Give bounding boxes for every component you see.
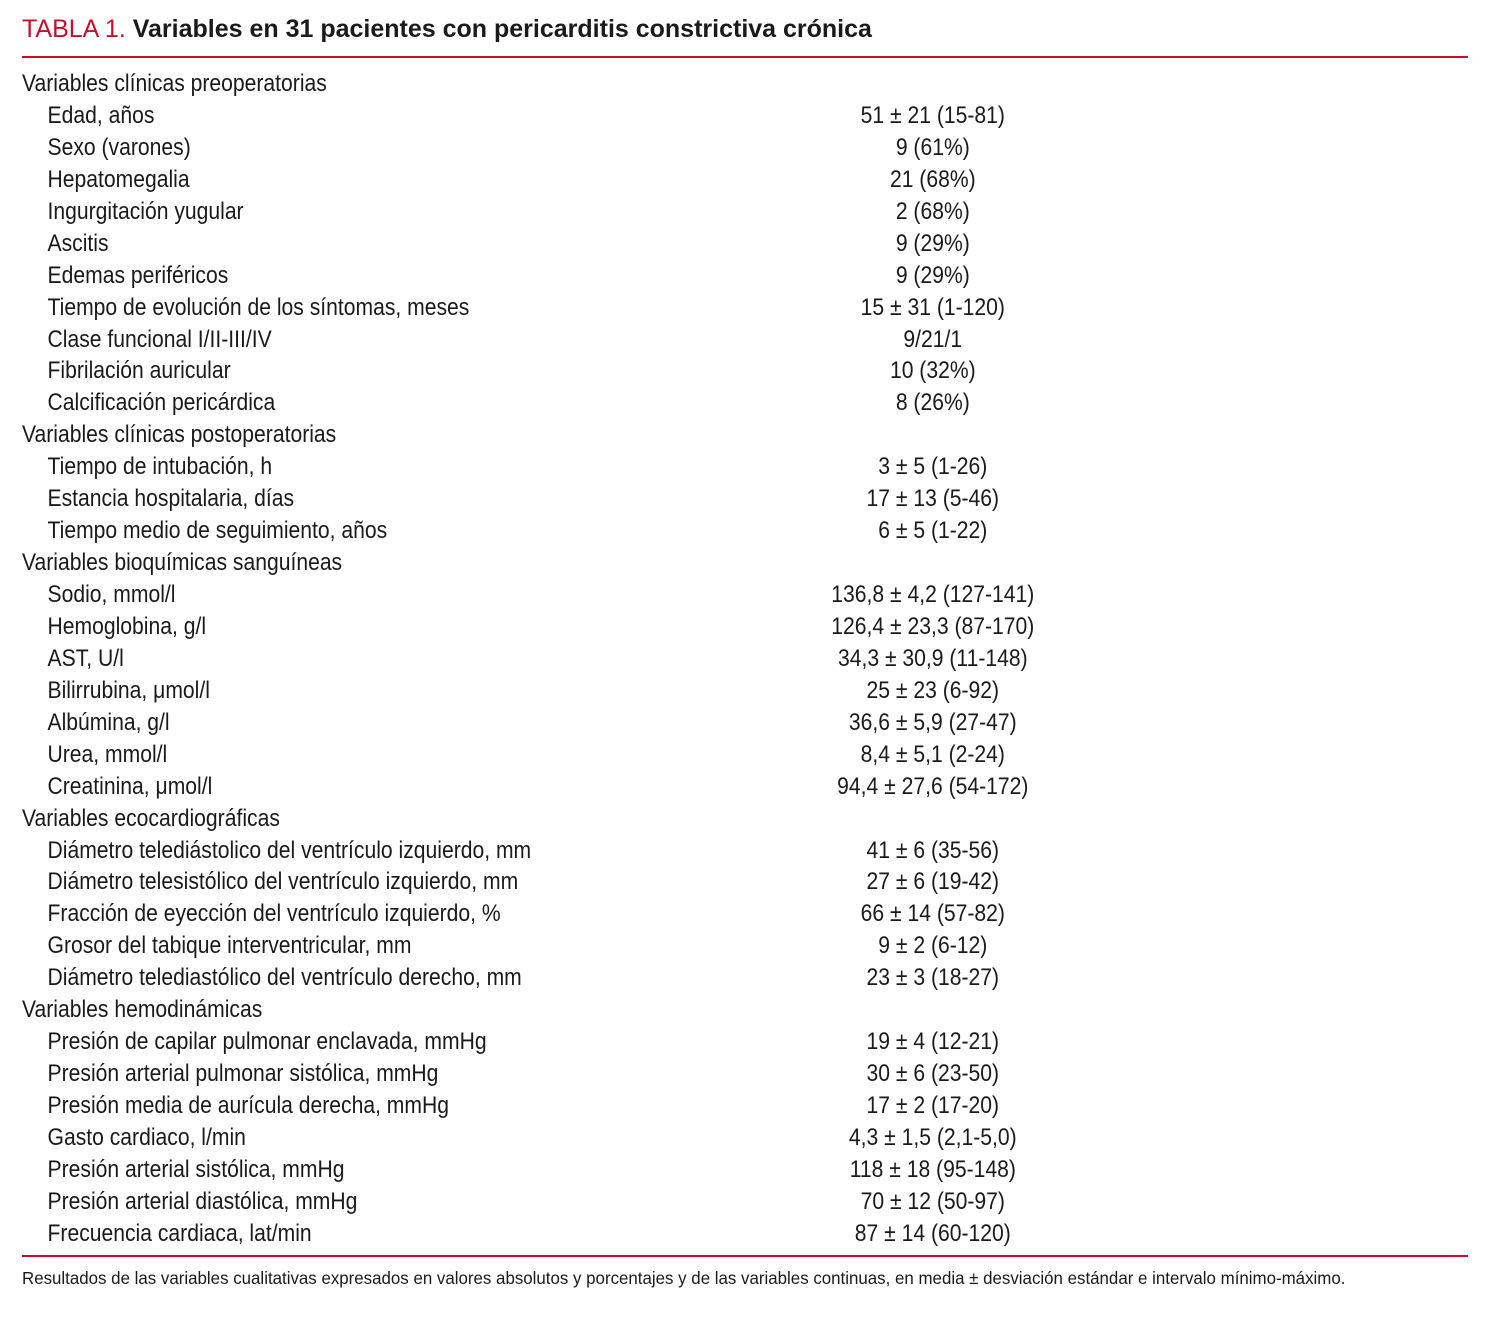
table-row xyxy=(22,930,1294,962)
row-label: Tiempo de intubación, h xyxy=(47,453,273,481)
row-value: 9 (61%) xyxy=(895,133,970,161)
row-label: AST, U/l xyxy=(47,644,124,672)
row-label: Diámetro telesistólico del ventrículo izquierdo, mm xyxy=(47,868,519,896)
table-row xyxy=(22,292,1294,324)
row-value: 21 (68%) xyxy=(889,165,976,193)
table-row xyxy=(22,739,1294,771)
row-label: Edemas periféricos xyxy=(47,261,229,289)
table-body xyxy=(22,68,1468,1250)
row-value: 34,3 ± 30,9 (11-148) xyxy=(837,644,1028,672)
table-title-text: Variables en 31 pacientes con pericarditis constrictiva crónica xyxy=(132,15,872,43)
row-value: 9 ± 2 (6-12) xyxy=(878,932,988,960)
table-row xyxy=(22,707,1294,739)
row-label: Hepatomegalia xyxy=(47,165,190,193)
table-row xyxy=(22,1058,1294,1090)
row-value: 19 ± 4 (12-21) xyxy=(866,1028,1000,1056)
row-value: 87 ± 14 (60-120) xyxy=(854,1219,1011,1247)
row-value: 4,3 ± 1,5 (2,1-5,0) xyxy=(848,1123,1017,1151)
row-value: 136,8 ± 4,2 (127-141) xyxy=(831,581,1035,608)
table-row xyxy=(22,579,1294,611)
row-label: Fracción de eyección del ventrículo izquierdo, % xyxy=(47,900,501,928)
row-label: Gasto cardiaco, l/min xyxy=(47,1123,246,1151)
table-row xyxy=(22,228,1294,260)
row-value: 8 (26%) xyxy=(895,389,970,417)
row-value: 9 (29%) xyxy=(895,229,970,257)
row-value: 94,4 ± 27,6 (54-172) xyxy=(837,772,1029,800)
table-title xyxy=(22,12,872,46)
row-value: 70 ± 12 (50-97) xyxy=(860,1187,1005,1215)
group-heading-label: Variables hemodinámicas xyxy=(22,996,263,1024)
row-label: Albúmina, g/l xyxy=(47,708,170,736)
table-row xyxy=(22,866,1294,898)
row-label: Presión arterial pulmonar sistólica, mmHg xyxy=(47,1060,439,1088)
table-row xyxy=(22,100,1294,132)
row-label: Bilirrubina, μmol/l xyxy=(47,676,210,704)
row-value: 126,4 ± 23,3 (87-170) xyxy=(831,612,1035,640)
row-value: 15 ± 31 (1-120) xyxy=(860,293,1005,321)
table-row xyxy=(22,1122,1294,1154)
row-label: Ingurgitación yugular xyxy=(47,197,244,225)
group-heading-label: Variables ecocardiográficas xyxy=(22,804,280,832)
row-value: 10 (32%) xyxy=(889,357,976,385)
row-label: Fibrilación auricular xyxy=(47,357,231,385)
group-heading xyxy=(22,68,1294,100)
table-row xyxy=(22,196,1294,228)
row-label: Hemoglobina, g/l xyxy=(47,612,207,640)
table-row xyxy=(22,1090,1294,1122)
row-value: 17 ± 13 (5-46) xyxy=(866,485,1000,513)
row-value: 36,6 ± 5,9 (27-47) xyxy=(848,708,1017,736)
group-heading-label: Variables clínicas preoperatorias xyxy=(22,70,327,97)
row-value: 3 ± 5 (1-26) xyxy=(878,453,988,481)
row-label: Tiempo de evolución de los síntomas, meses xyxy=(47,293,470,321)
row-value: 66 ± 14 (57-82) xyxy=(860,900,1005,928)
row-label: Diámetro telediástolico del ventrículo izquierdo, mm xyxy=(47,836,532,864)
table-row xyxy=(22,1186,1294,1218)
table-row xyxy=(22,898,1294,930)
row-value: 2 (68%) xyxy=(895,197,970,225)
table-row xyxy=(22,962,1294,994)
group-heading-label: Variables bioquímicas sanguíneas xyxy=(22,549,343,577)
table-row xyxy=(22,1154,1294,1186)
table-row xyxy=(22,515,1294,547)
table-row xyxy=(22,771,1294,803)
group-heading-label: Variables clínicas postoperatorias xyxy=(22,421,337,449)
table-row xyxy=(22,1026,1294,1058)
table-row xyxy=(22,132,1294,164)
row-value: 6 ± 5 (1-22) xyxy=(878,517,988,545)
row-value: 30 ± 6 (23-50) xyxy=(866,1060,1000,1088)
row-value: 51 ± 21 (15-81) xyxy=(860,101,1005,129)
table-row xyxy=(22,675,1294,707)
group-heading xyxy=(22,419,1294,451)
row-label: Estancia hospitalaria, días xyxy=(47,485,295,513)
row-value: 118 ± 18 (95-148) xyxy=(849,1155,1016,1183)
row-value: 8,4 ± 5,1 (2-24) xyxy=(860,740,1005,768)
table-row xyxy=(22,164,1294,196)
table-row xyxy=(22,324,1294,356)
table-label: TABLA 1. xyxy=(22,15,126,43)
row-value: 25 ± 23 (6-92) xyxy=(866,676,1000,704)
row-label: Tiempo medio de seguimiento, años xyxy=(47,517,388,545)
row-label: Diámetro telediastólico del ventrículo derecho, mm xyxy=(47,964,522,992)
row-label: Edad, años xyxy=(47,101,155,129)
group-heading xyxy=(22,803,1294,835)
row-label: Creatinina, μmol/l xyxy=(47,772,213,800)
top-rule xyxy=(22,56,1468,58)
row-label: Presión arterial diastólica, mmHg xyxy=(47,1187,358,1215)
row-label: Urea, mmol/l xyxy=(47,740,168,768)
table-row xyxy=(22,1218,1294,1250)
row-value: 23 ± 3 (18-27) xyxy=(866,964,1000,992)
row-label: Presión de capilar pulmonar enclavada, mmHg xyxy=(47,1028,487,1056)
row-value: 17 ± 2 (17-20) xyxy=(866,1092,1000,1119)
group-heading xyxy=(22,994,1294,1026)
table-row xyxy=(22,260,1294,292)
row-value: 9 (29%) xyxy=(895,261,970,289)
row-value: 27 ± 6 (19-42) xyxy=(866,868,1000,896)
table-row xyxy=(22,611,1294,643)
table-row xyxy=(22,451,1294,483)
bottom-rule xyxy=(22,1255,1468,1257)
row-label: Calcificación pericárdica xyxy=(47,389,276,417)
row-label: Presión media de aurícula derecha, mmHg xyxy=(47,1092,450,1119)
table-row xyxy=(22,643,1294,675)
row-label: Sodio, mmol/l xyxy=(47,581,176,608)
row-label: Clase funcional I/II-III/IV xyxy=(47,325,272,353)
table-row xyxy=(22,387,1294,419)
row-label: Ascitis xyxy=(47,229,109,257)
row-value: 41 ± 6 (35-56) xyxy=(866,836,1000,864)
table-row xyxy=(22,835,1294,867)
row-label: Sexo (varones) xyxy=(47,133,191,161)
row-value: 9/21/1 xyxy=(903,325,963,353)
group-heading xyxy=(22,547,1294,579)
table-row xyxy=(22,355,1294,387)
table-footnote: Resultados de las variables cualitativas expresados en valores absolutos y porcentajes y de las variables continuas, en media ± desviación estándar e intervalo mínimo-máximo. xyxy=(22,1268,1346,1288)
row-label: Presión arterial sistólica, mmHg xyxy=(47,1155,345,1183)
table-row xyxy=(22,483,1294,515)
row-label: Grosor del tabique interventricular, mm xyxy=(47,932,412,960)
row-label: Frecuencia cardiaca, lat/min xyxy=(47,1219,312,1247)
